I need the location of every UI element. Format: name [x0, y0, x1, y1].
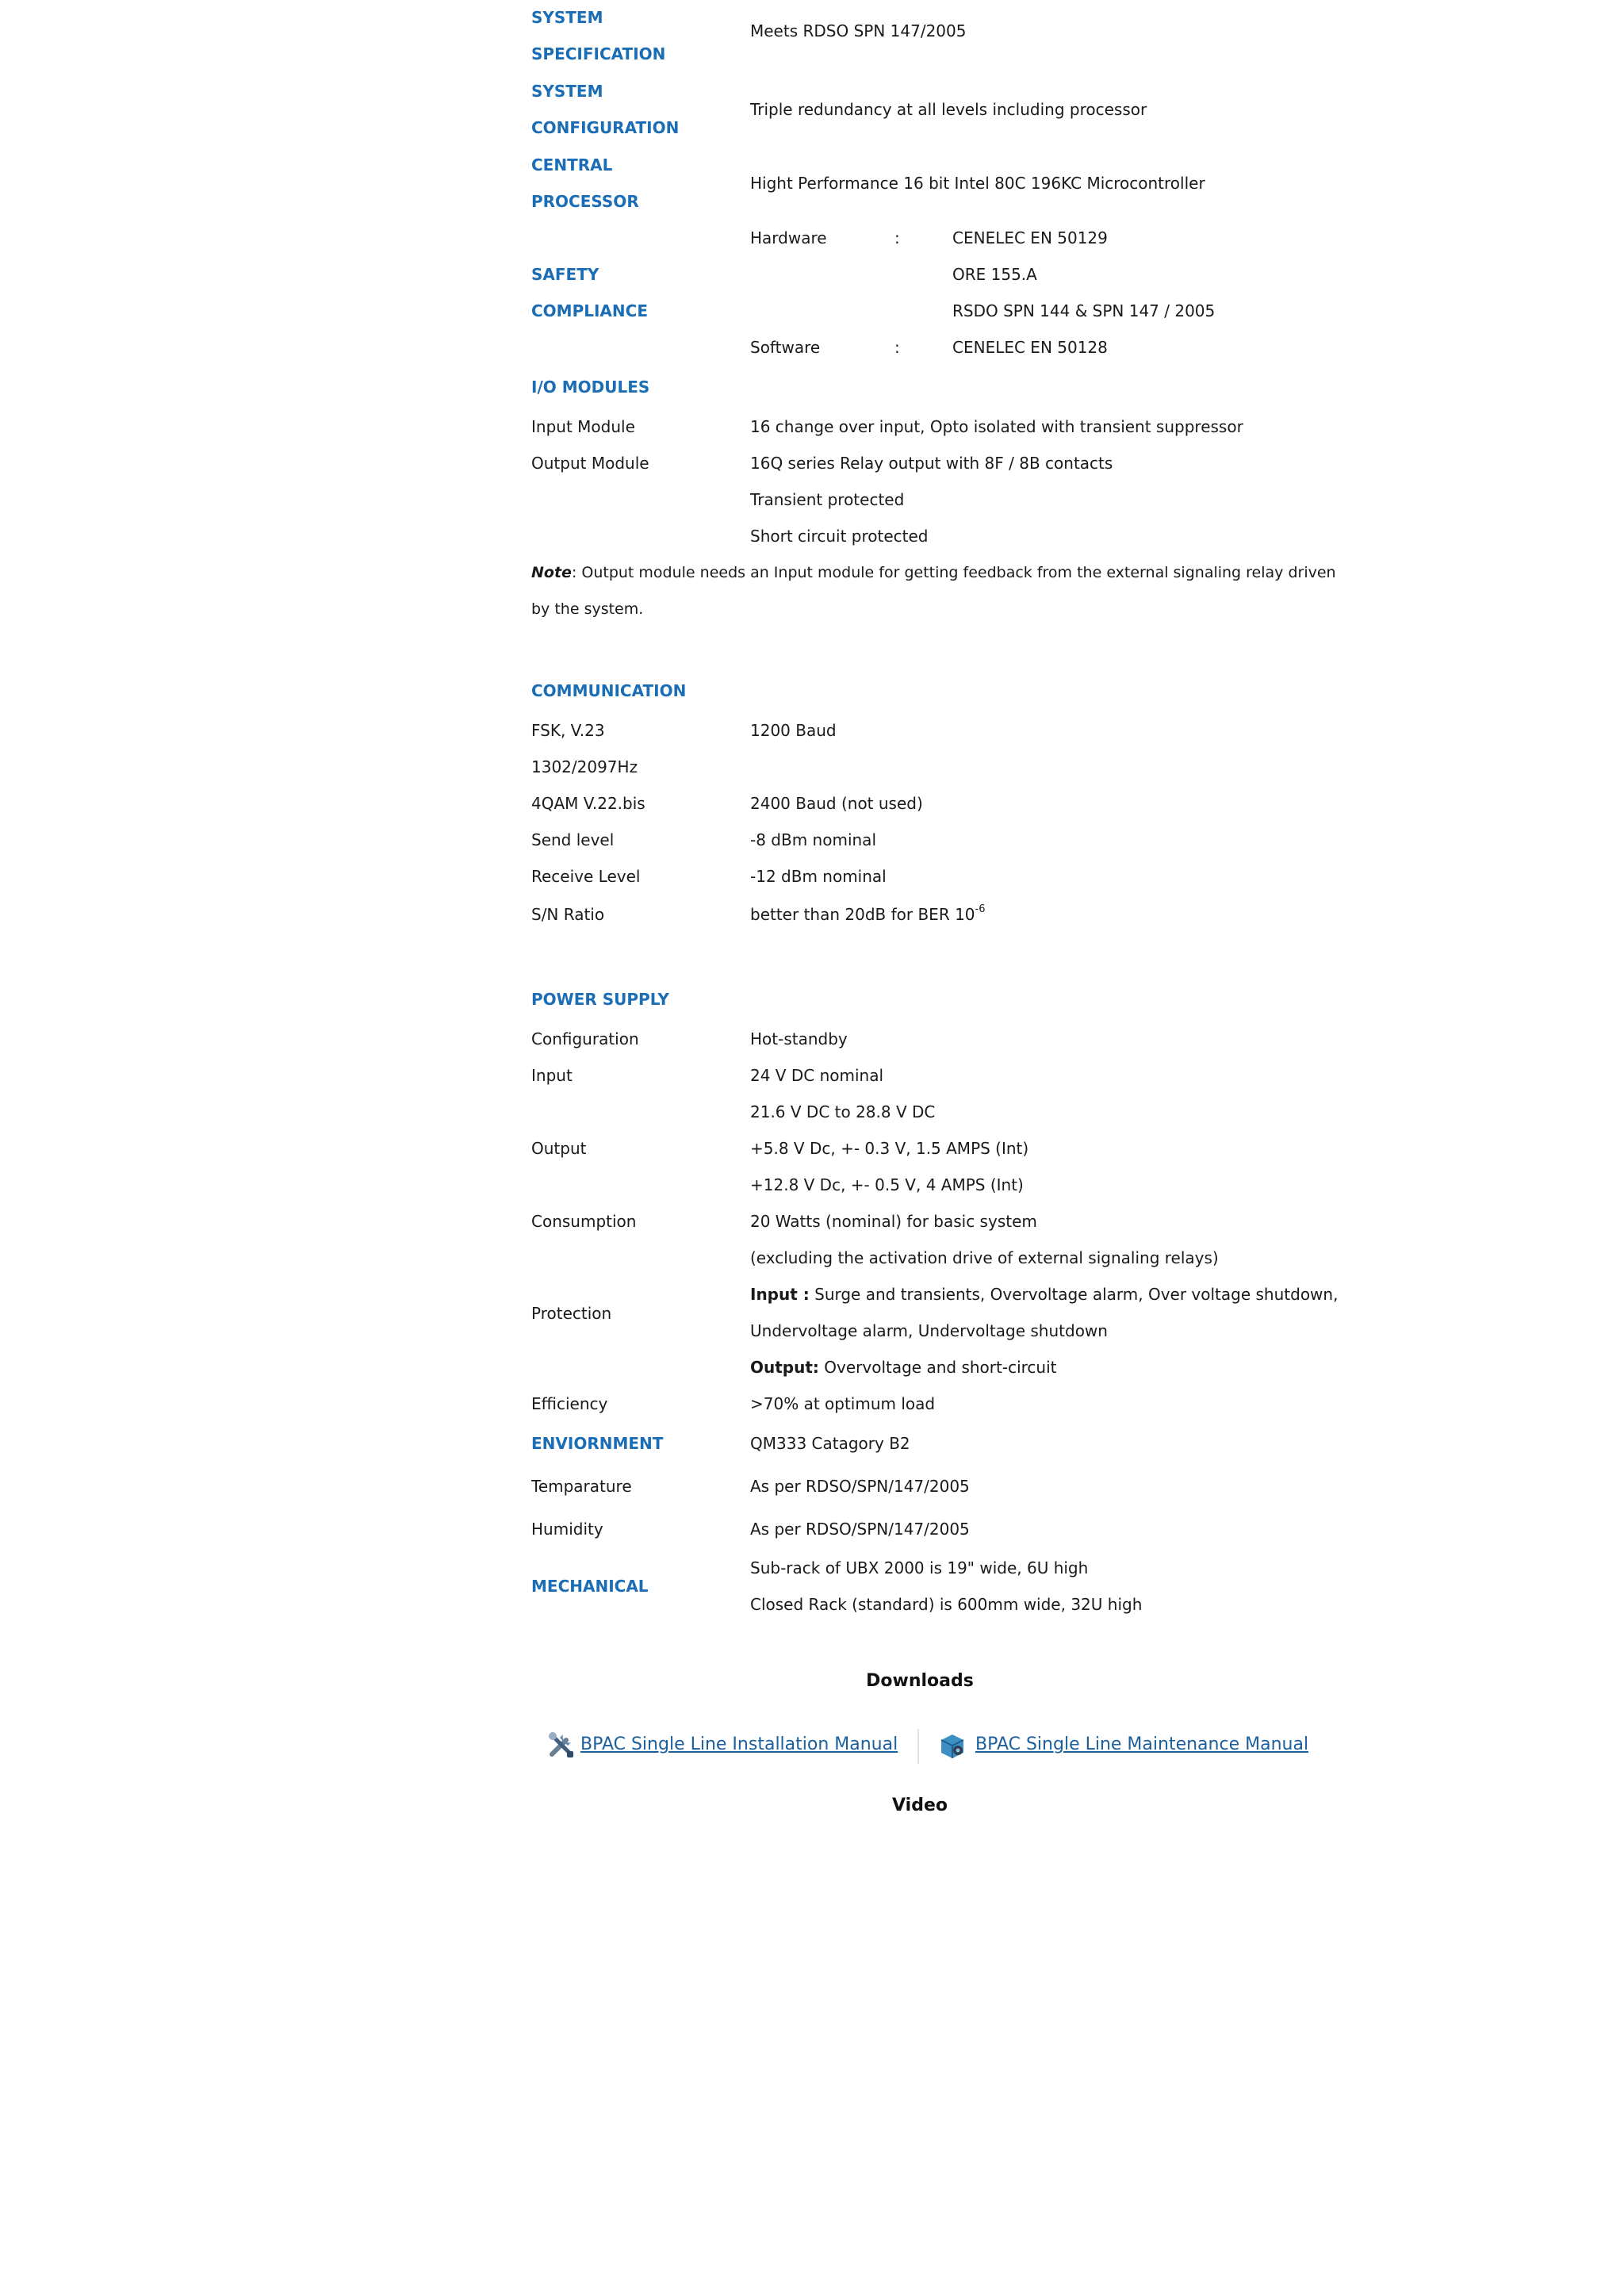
system-spec-label-2: SPECIFICATION: [531, 44, 666, 63]
protection-label: Protection: [531, 1304, 612, 1323]
environment-value: QM333 Catagory B2: [750, 1434, 910, 1453]
qam-value: 2400 Baud (not used): [750, 794, 923, 813]
system-spec-value: Meets RDSO SPN 147/2005: [750, 21, 967, 40]
video-area[interactable]: [531, 1832, 1356, 2244]
system-config-label: SYSTEM: [531, 82, 603, 101]
io-note-line-2: by the system.: [531, 600, 644, 618]
consumption-value-2: (excluding the activation drive of external signaling relays): [750, 1248, 1219, 1267]
cpu-label-2: PROCESSOR: [531, 192, 639, 211]
protection-input-bold: Input :: [750, 1285, 810, 1304]
installation-manual-link[interactable]: BPAC Single Line Installation Manual: [580, 1734, 898, 1754]
power-output-value-2: +12.8 V Dc, +- 0.5 V, 4 AMPS (Int): [750, 1175, 1024, 1194]
power-supply-title: POWER SUPPLY: [531, 990, 669, 1009]
output-module-value-1: 16Q series Relay output with 8F / 8B contacts: [750, 454, 1113, 473]
io-note-text: : Output module needs an Input module for getting feedback from the external signaling relay driven: [571, 564, 1336, 581]
software-value: CENELEC EN 50128: [952, 338, 1108, 357]
tools-icon: [546, 1731, 576, 1761]
fsk-label-2: 1302/2097Hz: [531, 757, 638, 776]
power-output-label: Output: [531, 1139, 587, 1158]
sn-ratio-text: better than 20dB for BER 10: [750, 905, 975, 924]
protection-output-text: Overvoltage and short-circuit: [818, 1358, 1057, 1377]
power-input-label: Input: [531, 1066, 573, 1085]
system-config-value: Triple redundancy at all levels including processor: [750, 100, 1147, 119]
io-note-bold: Note: [531, 564, 572, 581]
send-level-value: -8 dBm nominal: [750, 830, 876, 849]
environment-title: ENVIORNMENT: [531, 1434, 664, 1453]
sn-ratio-exponent: -6: [975, 903, 986, 916]
hardware-colon: :: [894, 228, 900, 247]
io-modules-title: I/O MODULES: [531, 378, 650, 397]
input-module-value: 16 change over input, Opto isolated with transient suppressor: [750, 417, 1243, 436]
safety-label: SAFETY: [531, 265, 599, 284]
power-input-value-1: 24 V DC nominal: [750, 1066, 884, 1085]
power-input-value-2: 21.6 V DC to 28.8 V DC: [750, 1102, 936, 1121]
consumption-value-1: 20 Watts (nominal) for basic system: [750, 1212, 1037, 1231]
communication-title: COMMUNICATION: [531, 681, 687, 700]
protection-output-bold: Output:: [750, 1358, 819, 1377]
mechanical-value-2: Closed Rack (standard) is 600mm wide, 32U high: [750, 1595, 1143, 1614]
system-spec-label: SYSTEM: [531, 8, 603, 27]
cpu-label: CENTRAL: [531, 155, 613, 174]
protection-output: [750, 1358, 1056, 1377]
fsk-value: 1200 Baud: [750, 721, 837, 740]
output-module-value-2: Transient protected: [750, 490, 905, 509]
output-module-value-3: Short circuit protected: [750, 527, 929, 546]
protection-input: [750, 1285, 1338, 1304]
send-level-label: Send level: [531, 830, 615, 849]
efficiency-value: >70% at optimum load: [750, 1394, 936, 1413]
humidity-value: As per RDSO/SPN/147/2005: [750, 1520, 970, 1539]
consumption-label: Consumption: [531, 1212, 637, 1231]
power-config-value: Hot-standby: [750, 1029, 848, 1048]
mechanical-title: MECHANICAL: [531, 1577, 649, 1596]
mechanical-value-1: Sub-rack of UBX 2000 is 19" wide, 6U high: [750, 1558, 1089, 1577]
software-colon: :: [894, 338, 900, 357]
downloads-divider: [917, 1729, 919, 1764]
sn-ratio-value: [750, 905, 985, 924]
receive-level-value: -12 dBm nominal: [750, 867, 887, 886]
hardware-value-1: CENELEC EN 50129: [952, 228, 1108, 247]
maintenance-icon: [936, 1729, 969, 1762]
power-config-label: Configuration: [531, 1029, 639, 1048]
temperature-label: Temparature: [531, 1477, 632, 1496]
input-module-label: Input Module: [531, 417, 635, 436]
qam-label: 4QAM V.22.bis: [531, 794, 645, 813]
cpu-value: Hight Performance 16 bit Intel 80C 196KC Microcontroller: [750, 174, 1205, 193]
protection-input-text-2: Undervoltage alarm, Undervoltage shutdown: [750, 1321, 1108, 1340]
io-note: [531, 563, 1336, 582]
video-title: Video: [892, 1796, 948, 1815]
sn-ratio-label: S/N Ratio: [531, 905, 605, 924]
protection-input-text: Surge and transients, Overvoltage alarm, Over voltage shutdown,: [809, 1285, 1339, 1304]
hardware-value-3: RSDO SPN 144 & SPN 147 / 2005: [952, 301, 1216, 320]
hardware-label: Hardware: [750, 228, 827, 247]
power-output-value-1: +5.8 V Dc, +- 0.3 V, 1.5 AMPS (Int): [750, 1139, 1029, 1158]
output-module-label: Output Module: [531, 454, 649, 473]
downloads-title: Downloads: [866, 1671, 974, 1691]
hardware-value-2: ORE 155.A: [952, 265, 1037, 284]
fsk-label: FSK, V.23: [531, 721, 605, 740]
safety-label-2: COMPLIANCE: [531, 301, 648, 320]
temperature-value: As per RDSO/SPN/147/2005: [750, 1477, 970, 1496]
receive-level-label: Receive Level: [531, 867, 641, 886]
software-label: Software: [750, 338, 821, 357]
humidity-label: Humidity: [531, 1520, 603, 1539]
maintenance-manual-link[interactable]: BPAC Single Line Maintenance Manual: [975, 1734, 1309, 1754]
system-config-label-2: CONFIGURATION: [531, 118, 680, 137]
efficiency-label: Efficiency: [531, 1394, 608, 1413]
